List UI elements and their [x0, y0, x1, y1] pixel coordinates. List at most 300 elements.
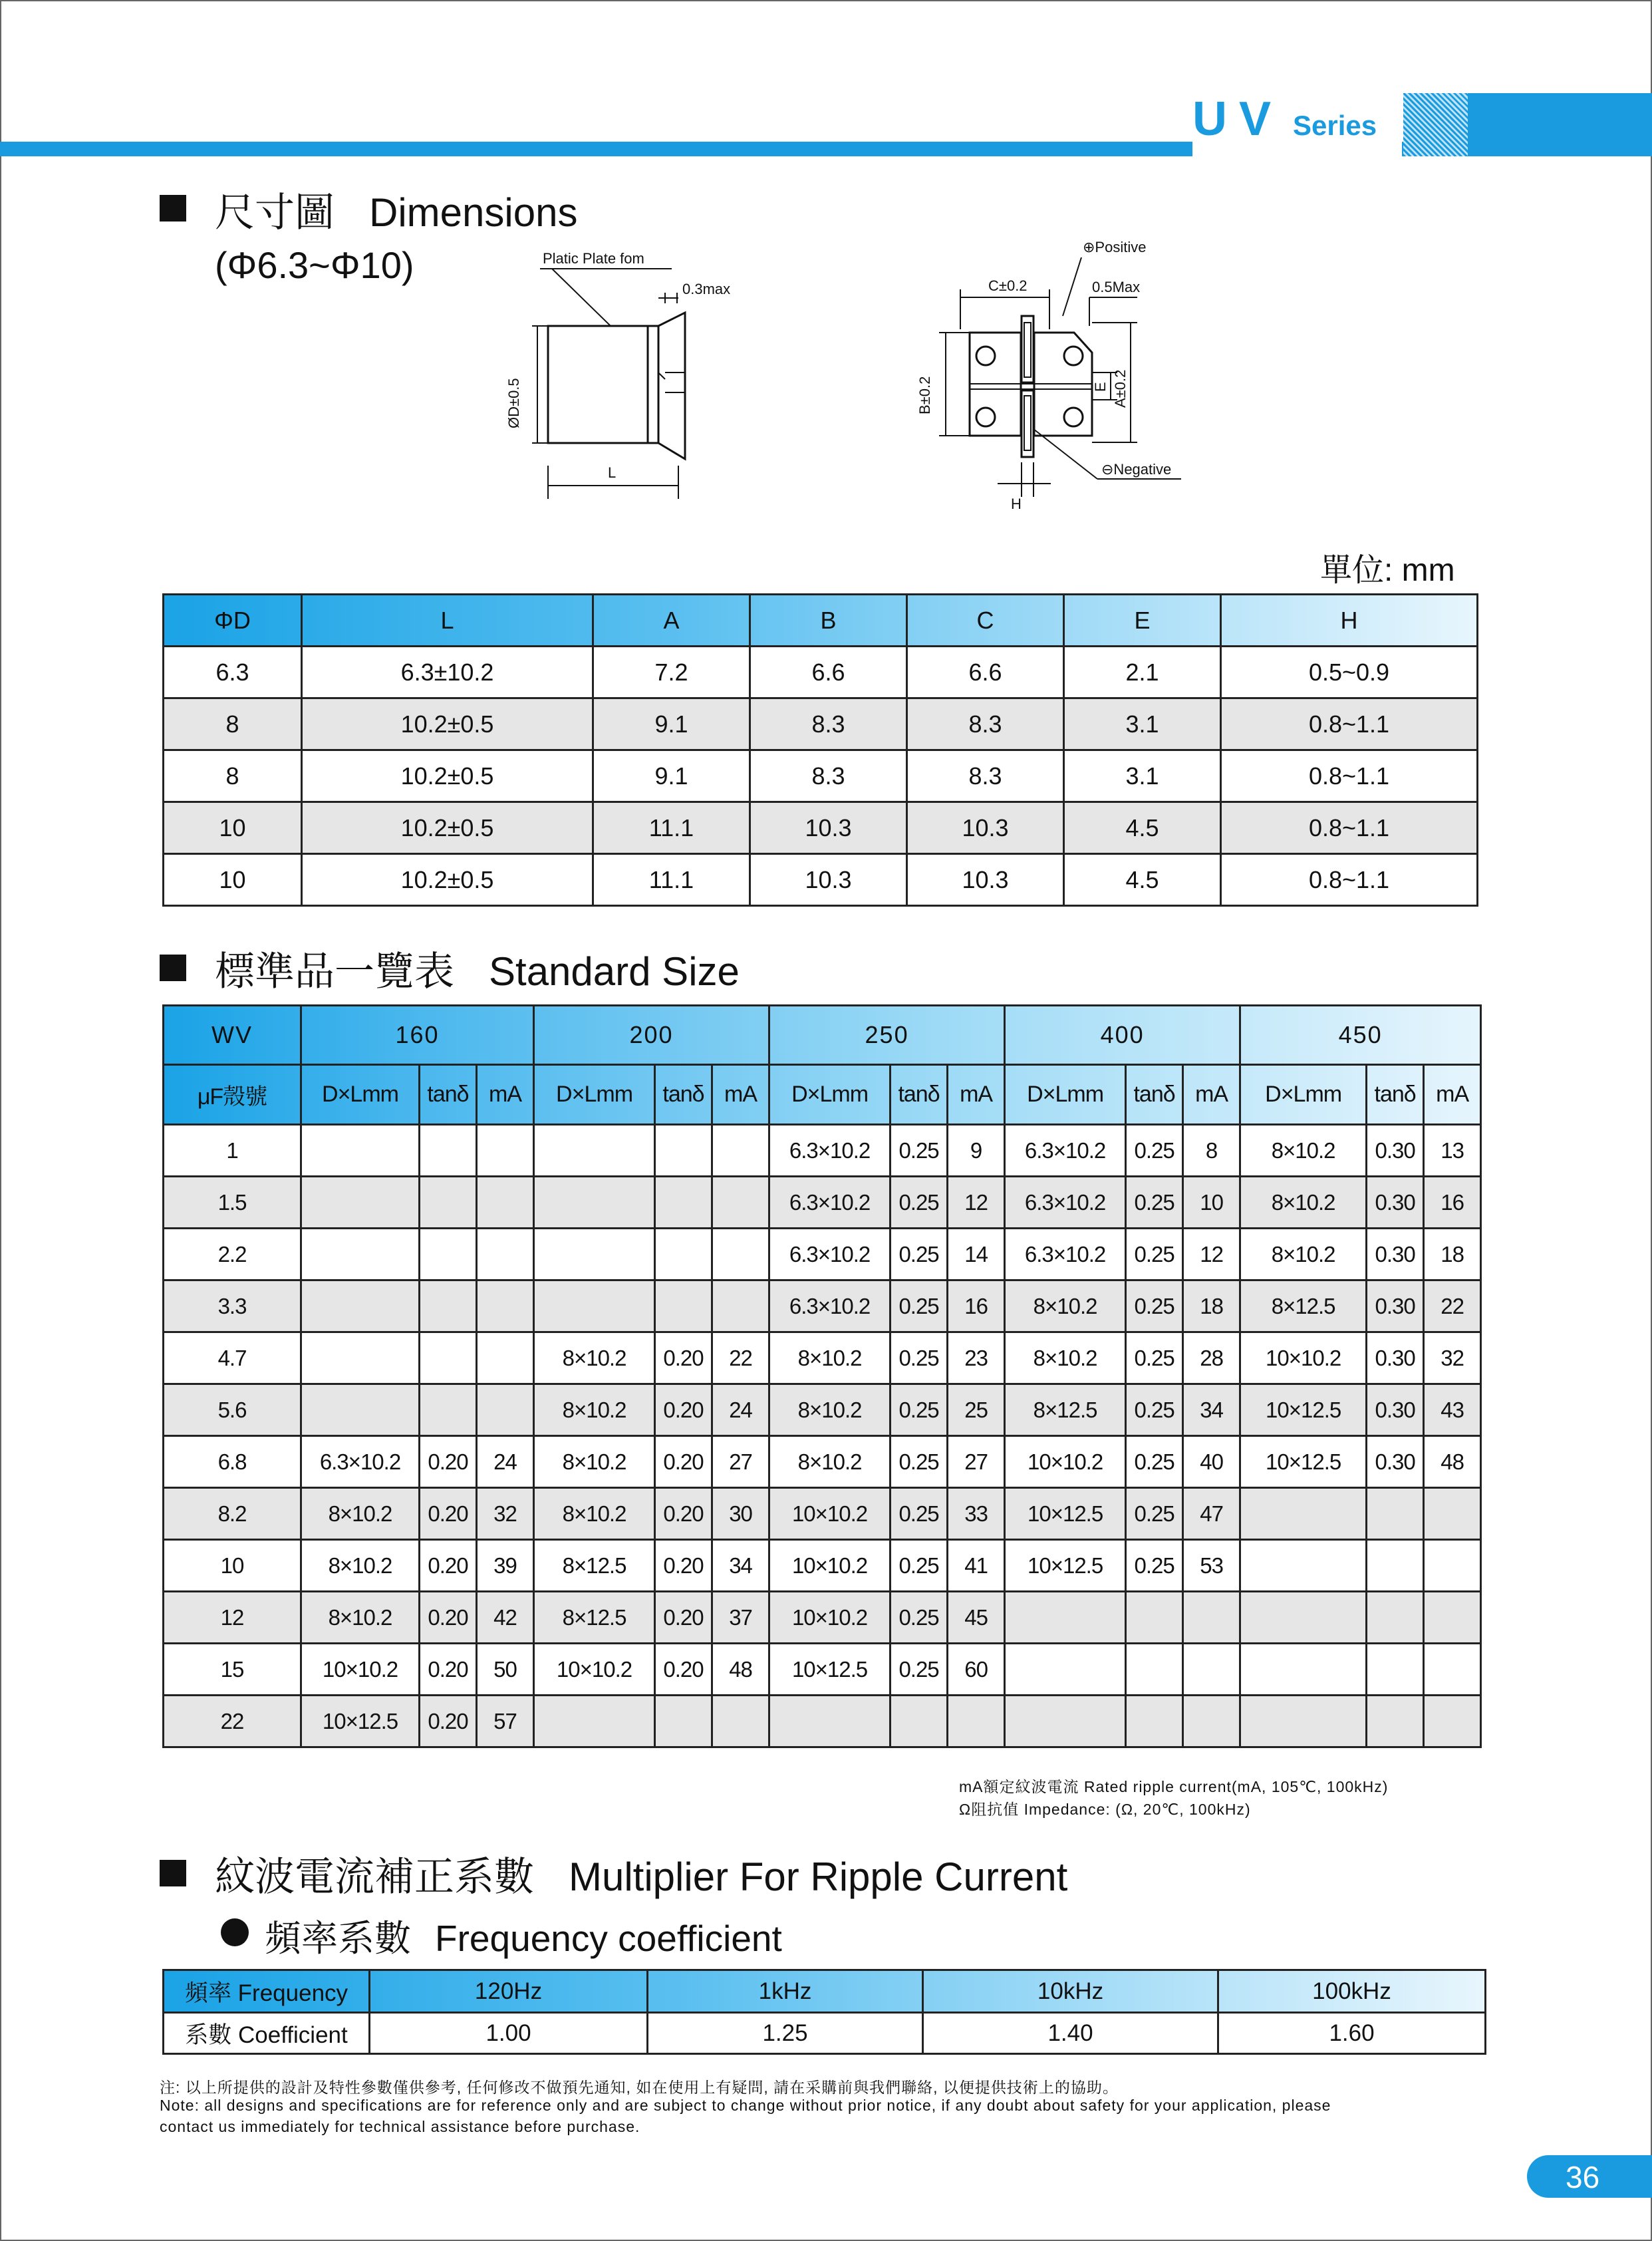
dimensions-cell: 3.1	[1064, 698, 1221, 750]
capacitance-cell: 2.2	[164, 1229, 301, 1280]
standard-cell	[1424, 1488, 1481, 1540]
frequency-value: 1kHz	[648, 1970, 923, 2013]
standard-cell	[891, 1696, 948, 1747]
capacitance-cell: 1.5	[164, 1177, 301, 1229]
standard-cell: 0.30	[1367, 1280, 1424, 1332]
standard-cell	[1240, 1488, 1367, 1540]
standard-cell	[534, 1696, 655, 1747]
capacitance-cell: 8.2	[164, 1488, 301, 1540]
standard-row	[164, 1592, 1481, 1644]
sub-header: tanδ	[420, 1065, 477, 1125]
standard-cell: 42	[477, 1592, 534, 1644]
standard-cell	[1126, 1644, 1183, 1696]
standard-cell: 10×10.2	[769, 1592, 891, 1644]
coefficient-value: 1.25	[648, 2013, 923, 2054]
uf-label: μF殼號	[164, 1065, 301, 1125]
standard-cell: 10×10.2	[769, 1488, 891, 1540]
standard-cell: 10×12.5	[1005, 1488, 1126, 1540]
dimensions-cell: 9.1	[593, 750, 750, 802]
frequency-label: 頻率 Frequency	[164, 1970, 370, 2013]
capacitance-cell: 4.7	[164, 1332, 301, 1384]
standard-cell	[301, 1125, 420, 1177]
standard-cell: 28	[1183, 1332, 1240, 1384]
standard-cell: 8×10.2	[301, 1488, 420, 1540]
standard-cell: 6.3×10.2	[301, 1436, 420, 1488]
capacitance-cell: 10	[164, 1540, 301, 1592]
header-block	[1468, 93, 1652, 156]
standard-cell: 10×12.5	[769, 1644, 891, 1696]
subheading-bullet	[221, 1918, 249, 1946]
standard-cell: 14	[948, 1229, 1005, 1280]
standard-cell: 8×12.5	[534, 1540, 655, 1592]
sub-header: mA	[712, 1065, 769, 1125]
standard-cell: 43	[1424, 1384, 1481, 1436]
coefficient-label: 系數 Coefficient	[164, 2013, 370, 2054]
max05-label: 0.5Max	[1092, 279, 1141, 295]
dimensions-body	[164, 647, 1478, 906]
unit-label: 單位: mm	[1320, 553, 1455, 588]
standard-cell: 8×10.2	[1240, 1229, 1367, 1280]
standard-cell: 40	[1183, 1436, 1240, 1488]
standard-cell	[477, 1384, 534, 1436]
standard-cell: 0.20	[420, 1696, 477, 1747]
col-header: ΦD	[164, 595, 302, 647]
standard-cell: 0.25	[1126, 1177, 1183, 1229]
capacitance-cell: 1	[164, 1125, 301, 1177]
c-label: C±0.2	[988, 277, 1028, 294]
dimensions-cell: 10.3	[907, 802, 1064, 854]
dimensions-cell: 10.3	[907, 854, 1064, 906]
frequency-value: 120Hz	[370, 1970, 648, 2013]
dimensions-cell: 6.3	[164, 647, 302, 698]
standard-cell	[655, 1229, 712, 1280]
standard-cell	[1183, 1592, 1240, 1644]
capacitance-cell: 15	[164, 1644, 301, 1696]
sub-header: tanδ	[1367, 1065, 1424, 1125]
standard-cell	[655, 1280, 712, 1332]
sub-header: mA	[1424, 1065, 1481, 1125]
standard-size-body	[164, 1125, 1481, 1747]
standard-cell: 8×12.5	[1005, 1384, 1126, 1436]
impedance-note: Ω阻抗值 Impedance: (Ω, 20℃, 100kHz)	[959, 1801, 1251, 1818]
dimensions-header-row	[164, 595, 1478, 647]
standard-cell	[1424, 1644, 1481, 1696]
ripple-note: mA額定紋波電流 Rated ripple current(mA, 105℃, 100kHz)	[959, 1778, 1389, 1795]
side-view-diagram	[466, 246, 771, 512]
sub-header: mA	[948, 1065, 1005, 1125]
standard-cell: 10×12.5	[301, 1696, 420, 1747]
standard-cell: 8×10.2	[301, 1592, 420, 1644]
standard-cell: 0.30	[1367, 1229, 1424, 1280]
standard-cell	[769, 1696, 891, 1747]
standard-cell: 10×10.2	[769, 1540, 891, 1592]
standard-cell	[1240, 1644, 1367, 1696]
standard-cell	[712, 1125, 769, 1177]
standard-cell	[534, 1229, 655, 1280]
voltage-header: 250	[769, 1006, 1005, 1065]
standard-cell: 37	[712, 1592, 769, 1644]
standard-cell	[655, 1177, 712, 1229]
dimensions-cell: 8.3	[750, 750, 907, 802]
standard-cell	[420, 1384, 477, 1436]
voltage-header: 450	[1240, 1006, 1481, 1065]
standard-cell: 8×10.2	[1005, 1332, 1126, 1384]
standard-cell: 8×10.2	[1240, 1125, 1367, 1177]
ripple-title-en: Multiplier For Ripple Current	[569, 1855, 1068, 1899]
ripple-title-cn: 紋波電流補正系數	[215, 1855, 534, 1899]
dimensions-cell: 10.3	[750, 854, 907, 906]
dimensions-cell: 11.1	[593, 854, 750, 906]
col-header: A	[593, 595, 750, 647]
standard-cell	[534, 1125, 655, 1177]
standard-cell: 0.25	[891, 1540, 948, 1592]
standard-cell: 34	[1183, 1384, 1240, 1436]
sub-header: tanδ	[891, 1065, 948, 1125]
standard-cell: 8×10.2	[534, 1436, 655, 1488]
standard-cell	[477, 1125, 534, 1177]
standard-cell: 0.20	[655, 1384, 712, 1436]
dimensions-cell: 10.3	[750, 802, 907, 854]
voltage-header-row	[164, 1006, 1481, 1065]
standard-cell: 24	[477, 1436, 534, 1488]
standard-cell: 48	[1424, 1436, 1481, 1488]
standard-cell	[712, 1229, 769, 1280]
standard-cell: 16	[1424, 1177, 1481, 1229]
heading-bullet	[160, 1860, 186, 1886]
standard-cell	[1005, 1644, 1126, 1696]
standard-cell: 8×10.2	[534, 1488, 655, 1540]
standard-cell: 25	[948, 1384, 1005, 1436]
standard-cell: 8×10.2	[534, 1384, 655, 1436]
dimensions-cell: 8.3	[750, 698, 907, 750]
sub-header: mA	[477, 1065, 534, 1125]
wv-label: WV	[164, 1006, 301, 1065]
standard-cell: 0.25	[891, 1229, 948, 1280]
standard-cell: 0.25	[891, 1177, 948, 1229]
standard-cell: 0.20	[655, 1592, 712, 1644]
standard-cell: 12	[1183, 1229, 1240, 1280]
standard-cell: 8×10.2	[301, 1540, 420, 1592]
standard-cell: 0.20	[420, 1644, 477, 1696]
dimensions-row	[164, 802, 1478, 854]
standard-cell	[1240, 1540, 1367, 1592]
sub-header: D×Lmm	[301, 1065, 420, 1125]
frequency-value: 100kHz	[1218, 1970, 1486, 2013]
standard-cell	[1240, 1696, 1367, 1747]
frequency-table	[162, 1969, 1486, 2055]
footer-note-en-2: contact us immediately for technical assistance before purchase.	[160, 2118, 640, 2135]
dimensions-table	[162, 593, 1478, 907]
frequency-title-en: Frequency coefficient	[435, 1918, 782, 1959]
voltage-header: 200	[534, 1006, 769, 1065]
standard-cell: 0.25	[1126, 1384, 1183, 1436]
sub-header: tanδ	[1126, 1065, 1183, 1125]
standard-cell: 6.3×10.2	[769, 1125, 891, 1177]
standard-cell	[655, 1125, 712, 1177]
standard-cell	[420, 1280, 477, 1332]
standard-cell	[301, 1229, 420, 1280]
standard-cell	[712, 1696, 769, 1747]
standard-cell: 0.20	[420, 1488, 477, 1540]
standard-cell: 10×10.2	[301, 1644, 420, 1696]
dimensions-cell: 10	[164, 854, 302, 906]
standard-row	[164, 1488, 1481, 1540]
standard-cell: 9	[948, 1125, 1005, 1177]
standard-cell	[1424, 1540, 1481, 1592]
standard-cell: 0.25	[891, 1488, 948, 1540]
footer-note-cn: 注: 以上所提供的設計及特性參數僅供參考, 任何修改不做預先通知, 如在使用上有疑問, 請在采購前與我們聯絡, 以便提供技術上的協助。	[160, 2079, 1119, 2096]
sub-header-row	[164, 1065, 1481, 1125]
series-word: Series	[1293, 110, 1377, 141]
header-hatch	[1403, 93, 1468, 156]
standard-cell: 23	[948, 1332, 1005, 1384]
dimensions-cell: 8	[164, 750, 302, 802]
standard-cell	[948, 1696, 1005, 1747]
b-label-text: B±0.2	[916, 376, 933, 414]
standard-cell	[1367, 1592, 1424, 1644]
standard-cell: 27	[712, 1436, 769, 1488]
standard-cell: 0.20	[655, 1488, 712, 1540]
standard-cell: 0.30	[1367, 1332, 1424, 1384]
standard-cell	[1240, 1592, 1367, 1644]
standard-cell	[712, 1280, 769, 1332]
standard-cell: 0.20	[420, 1436, 477, 1488]
dimensions-cell: 0.8~1.1	[1221, 854, 1478, 906]
standard-cell	[1424, 1696, 1481, 1747]
dimensions-cell: 3.1	[1064, 750, 1221, 802]
dimensions-row	[164, 750, 1478, 802]
standard-cell: 8×10.2	[1005, 1280, 1126, 1332]
standard-cell: 16	[948, 1280, 1005, 1332]
standard-cell: 12	[948, 1177, 1005, 1229]
dimensions-cell: 10.2±0.5	[302, 750, 593, 802]
standard-cell: 0.20	[655, 1436, 712, 1488]
heading-bullet	[160, 955, 186, 981]
standard-cell	[1367, 1540, 1424, 1592]
standard-cell	[301, 1177, 420, 1229]
standard-cell	[1424, 1592, 1481, 1644]
dimensions-range: (Φ6.3~Φ10)	[215, 244, 414, 286]
standard-cell	[1367, 1488, 1424, 1540]
dimensions-cell: 10.2±0.5	[302, 854, 593, 906]
dimensions-cell: 7.2	[593, 647, 750, 698]
standard-row	[164, 1280, 1481, 1332]
col-header: B	[750, 595, 907, 647]
standard-cell	[534, 1280, 655, 1332]
standard-cell: 8×10.2	[769, 1384, 891, 1436]
standard-cell: 10×12.5	[1240, 1384, 1367, 1436]
heading-bullet	[160, 195, 186, 222]
standard-cell: 0.25	[1126, 1488, 1183, 1540]
standard-cell	[301, 1332, 420, 1384]
standard-cell: 13	[1424, 1125, 1481, 1177]
capacitance-cell: 22	[164, 1696, 301, 1747]
sub-header: D×Lmm	[1005, 1065, 1126, 1125]
frequency-value: 10kHz	[923, 1970, 1218, 2013]
standard-cell: 0.25	[891, 1644, 948, 1696]
standard-cell	[1183, 1644, 1240, 1696]
standard-cell: 6.3×10.2	[769, 1229, 891, 1280]
col-header: L	[302, 595, 593, 647]
standard-cell: 6.3×10.2	[1005, 1177, 1126, 1229]
dimensions-cell: 11.1	[593, 802, 750, 854]
standard-row	[164, 1384, 1481, 1436]
standard-row	[164, 1177, 1481, 1229]
standard-cell	[477, 1332, 534, 1384]
standard-cell	[477, 1280, 534, 1332]
sub-header: mA	[1183, 1065, 1240, 1125]
dimensions-cell: 10.2±0.5	[302, 698, 593, 750]
standard-size-table	[162, 1004, 1482, 1748]
dimensions-row	[164, 854, 1478, 906]
standard-row	[164, 1436, 1481, 1488]
standard-cell: 0.25	[891, 1384, 948, 1436]
standard-cell: 0.30	[1367, 1384, 1424, 1436]
dimensions-heading	[215, 181, 577, 238]
standard-cell: 0.20	[655, 1540, 712, 1592]
standard-cell: 0.25	[1126, 1229, 1183, 1280]
standard-cell: 10×12.5	[1240, 1436, 1367, 1488]
standard-row	[164, 1332, 1481, 1384]
standard-cell	[301, 1384, 420, 1436]
standard-cell: 34	[712, 1540, 769, 1592]
standard-heading	[215, 940, 740, 997]
positive-label: ⊕Positive	[1083, 239, 1147, 255]
standard-cell: 0.20	[420, 1540, 477, 1592]
standard-cell: 22	[1424, 1280, 1481, 1332]
standard-cell: 45	[948, 1592, 1005, 1644]
standard-cell: 10×10.2	[1240, 1332, 1367, 1384]
standard-cell: 18	[1183, 1280, 1240, 1332]
sub-header: tanδ	[655, 1065, 712, 1125]
standard-cell	[477, 1177, 534, 1229]
standard-cell: 0.25	[1126, 1332, 1183, 1384]
standard-cell	[1126, 1592, 1183, 1644]
frequency-heading	[265, 1909, 782, 1962]
standard-cell	[1367, 1644, 1424, 1696]
standard-cell	[1005, 1592, 1126, 1644]
standard-cell: 0.20	[655, 1644, 712, 1696]
standard-cell: 48	[712, 1644, 769, 1696]
standard-cell: 53	[1183, 1540, 1240, 1592]
coefficient-value: 1.40	[923, 2013, 1218, 2054]
standard-cell: 0.20	[420, 1592, 477, 1644]
standard-cell	[655, 1696, 712, 1747]
standard-cell	[420, 1177, 477, 1229]
standard-row	[164, 1644, 1481, 1696]
standard-cell: 33	[948, 1488, 1005, 1540]
max03-label: 0.3max	[682, 281, 731, 297]
sub-header: D×Lmm	[1240, 1065, 1367, 1125]
sub-header: D×Lmm	[769, 1065, 891, 1125]
standard-cell: 0.25	[891, 1125, 948, 1177]
standard-cell: 0.25	[1126, 1125, 1183, 1177]
standard-cell: 27	[948, 1436, 1005, 1488]
coefficient-row	[164, 2013, 1486, 2054]
dimensions-cell: 10.2±0.5	[302, 802, 593, 854]
top-view-diagram	[898, 236, 1190, 516]
dimensions-row	[164, 647, 1478, 698]
standard-cell	[420, 1332, 477, 1384]
standard-cell: 50	[477, 1644, 534, 1696]
coefficient-value: 1.60	[1218, 2013, 1486, 2054]
standard-cell: 0.20	[655, 1332, 712, 1384]
standard-title-en: Standard Size	[489, 949, 740, 994]
h-label: H	[1011, 496, 1022, 512]
col-header: H	[1221, 595, 1478, 647]
standard-cell: 30	[712, 1488, 769, 1540]
standard-cell	[301, 1280, 420, 1332]
standard-cell: 8×10.2	[769, 1436, 891, 1488]
standard-row	[164, 1540, 1481, 1592]
capacitance-cell: 3.3	[164, 1280, 301, 1332]
dimensions-cell: 2.1	[1064, 647, 1221, 698]
standard-cell: 10×10.2	[534, 1644, 655, 1696]
voltage-header: 400	[1005, 1006, 1240, 1065]
standard-cell: 8×12.5	[1240, 1280, 1367, 1332]
frequency-row	[164, 1970, 1486, 2013]
standard-cell: 0.25	[891, 1592, 948, 1644]
standard-cell: 10×12.5	[1005, 1540, 1126, 1592]
standard-cell	[477, 1229, 534, 1280]
coefficient-value: 1.00	[370, 2013, 648, 2054]
dimensions-cell: 4.5	[1064, 854, 1221, 906]
dimensions-cell: 9.1	[593, 698, 750, 750]
dimensions-cell: 8	[164, 698, 302, 750]
page-number: 36	[1566, 2160, 1600, 2194]
standard-row	[164, 1696, 1481, 1747]
capacitance-cell: 5.6	[164, 1384, 301, 1436]
page-number-tab	[1527, 2155, 1652, 2198]
dimensions-cell: 0.8~1.1	[1221, 698, 1478, 750]
standard-cell: 57	[477, 1696, 534, 1747]
sub-header: D×Lmm	[534, 1065, 655, 1125]
standard-cell: 0.25	[1126, 1540, 1183, 1592]
standard-cell: 0.25	[891, 1436, 948, 1488]
dimensions-row	[164, 698, 1478, 750]
standard-cell: 60	[948, 1644, 1005, 1696]
dimensions-cell: 6.6	[750, 647, 907, 698]
standard-cell: 0.30	[1367, 1125, 1424, 1177]
standard-cell: 8×10.2	[534, 1332, 655, 1384]
voltage-header: 160	[301, 1006, 534, 1065]
standard-cell: 47	[1183, 1488, 1240, 1540]
standard-cell: 32	[1424, 1332, 1481, 1384]
standard-cell: 0.25	[891, 1332, 948, 1384]
standard-cell: 0.30	[1367, 1177, 1424, 1229]
standard-cell: 6.3×10.2	[1005, 1229, 1126, 1280]
dimensions-title-cn: 尺寸圖	[215, 190, 335, 235]
col-header: C	[907, 595, 1064, 647]
standard-cell: 8×10.2	[769, 1332, 891, 1384]
standard-cell: 41	[948, 1540, 1005, 1592]
dimensions-cell: 0.5~0.9	[1221, 647, 1478, 698]
standard-cell: 8×12.5	[534, 1592, 655, 1644]
dimensions-cell: 6.6	[907, 647, 1064, 698]
standard-row	[164, 1229, 1481, 1280]
standard-cell	[712, 1177, 769, 1229]
standard-cell: 10×10.2	[1005, 1436, 1126, 1488]
standard-cell: 32	[477, 1488, 534, 1540]
footer-note-en-1: Note: all designs and specifications are for reference only and are subject to change without prior notice, if any doubt about safety for your application, please	[160, 2097, 1331, 2114]
ripple-heading	[215, 1845, 1067, 1902]
standard-cell	[420, 1125, 477, 1177]
standard-cell: 6.3×10.2	[769, 1280, 891, 1332]
e-label: E	[1092, 382, 1109, 392]
od-label: ØD±0.5	[505, 378, 522, 428]
standard-cell	[1367, 1696, 1424, 1747]
standard-cell: 22	[712, 1332, 769, 1384]
